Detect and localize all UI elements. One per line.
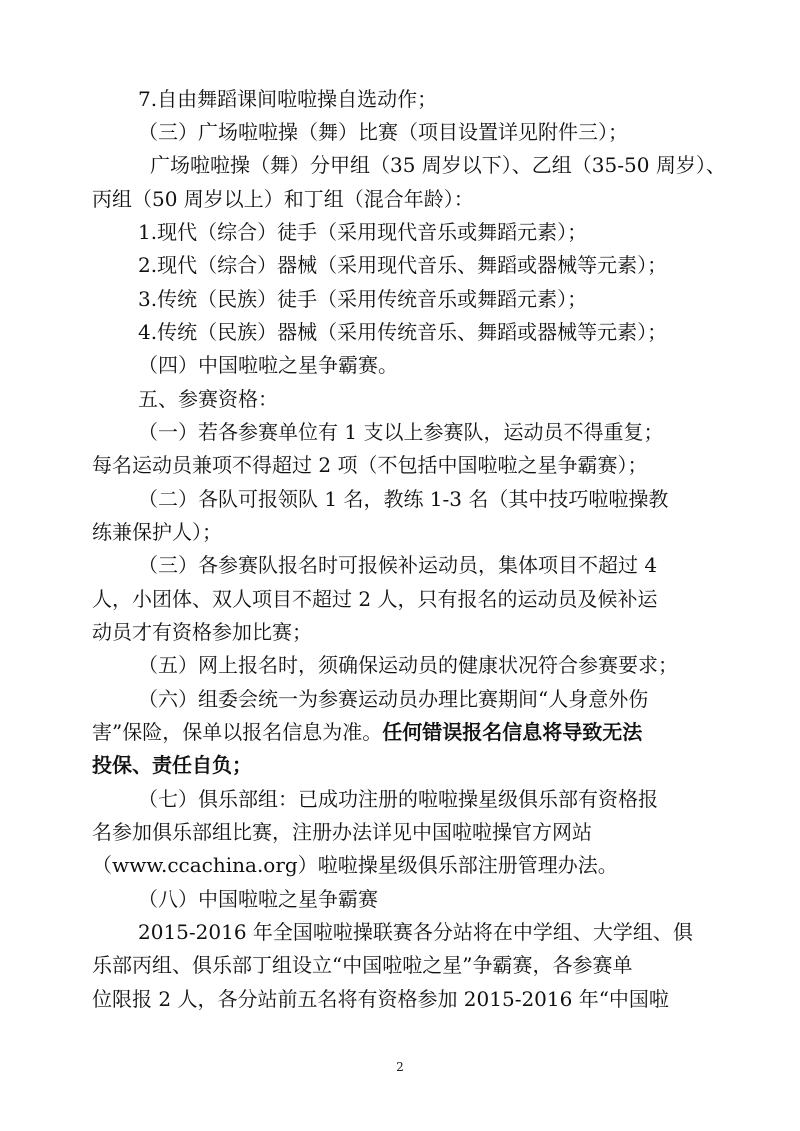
text-bold-warning: 任何错误报名信息将导致无法: [382, 720, 643, 744]
text-line: （二）各队可报领队 1 名，教练 1-3 名（其中技巧啦啦操教: [138, 487, 669, 511]
text-line: （一）若各参赛单位有 1 支以上参赛队，运动员不得重复；: [138, 420, 664, 444]
text-line: 4.传统（民族）器械（采用传统音乐、舞蹈或器械等元素）；: [138, 320, 668, 344]
text-normal: 害”保险，保单以报名信息为准。: [92, 720, 383, 744]
text-line: 乐部丙组、俱乐部丁组设立“中国啦啦之星”争霸赛，各参赛单: [92, 953, 633, 977]
text-line: （三）广场啦啦操（舞）比赛（项目设置详见附件三）；: [138, 120, 628, 144]
page-number: 2: [396, 1060, 404, 1074]
text-line: 位限报 2 人，各分站前五名将有资格参加 2015-2016 年“中国啦: [92, 987, 669, 1011]
text-line: 2015-2016 年全国啦啦操联赛各分站将在中学组、大学组、俱: [138, 920, 693, 944]
text-line: （www.ccachina.org）啦啦操星级俱乐部注册管理办法。: [92, 853, 618, 877]
text-line: （四）中国啦啦之星争霸赛。: [138, 353, 398, 377]
text-line: 名参加俱乐部组比赛，注册办法详见中国啦啦操官方网站: [92, 820, 592, 844]
text-line: 广场啦啦操（舞）分甲组（35 周岁以下）、乙组（35-50 周岁）、: [150, 153, 726, 177]
text-line: 每名运动员兼项不得超过 2 项（不包括中国啦啦之星争霸赛）；: [92, 453, 648, 477]
text-line: 练兼保护人）；: [92, 520, 222, 544]
text-line: 丙组（50 周岁以上）和丁组（混合年龄）：: [92, 187, 474, 211]
text-line: 人，小团体、双人项目不超过 2 人，只有报名的运动员及候补运: [92, 587, 658, 611]
text-line: 动员才有资格参加比赛；: [92, 620, 312, 644]
text-line: 7.自由舞蹈课间啦啦操自选动作；: [138, 87, 438, 111]
text-line: [92, 717, 642, 747]
text-line: 2.现代（综合）器械（采用现代音乐、舞蹈或器械等元素）；: [138, 253, 668, 277]
text-line: 1.现代（综合）徒手（采用现代音乐或舞蹈元素）；: [138, 220, 588, 244]
text-line: （七）俱乐部组：已成功注册的啦啦操星级俱乐部有资格报: [138, 787, 658, 811]
text-line: （八）中国啦啦之星争霸赛: [138, 887, 378, 911]
text-line: 3.传统（民族）徒手（采用传统音乐或舞蹈元素）；: [138, 287, 588, 311]
text-bold-warning: 投保、责任自负；: [92, 753, 252, 777]
section-heading: 五、参赛资格：: [138, 387, 278, 411]
text-line: （六）组委会统一为参赛运动员办理比赛期间“人身意外伤: [138, 687, 649, 711]
text-line: （五）网上报名时，须确保运动员的健康状况符合参赛要求；: [138, 653, 678, 677]
text-line: （三）各参赛队报名时可报候补运动员，集体项目不超过 4: [138, 553, 658, 577]
